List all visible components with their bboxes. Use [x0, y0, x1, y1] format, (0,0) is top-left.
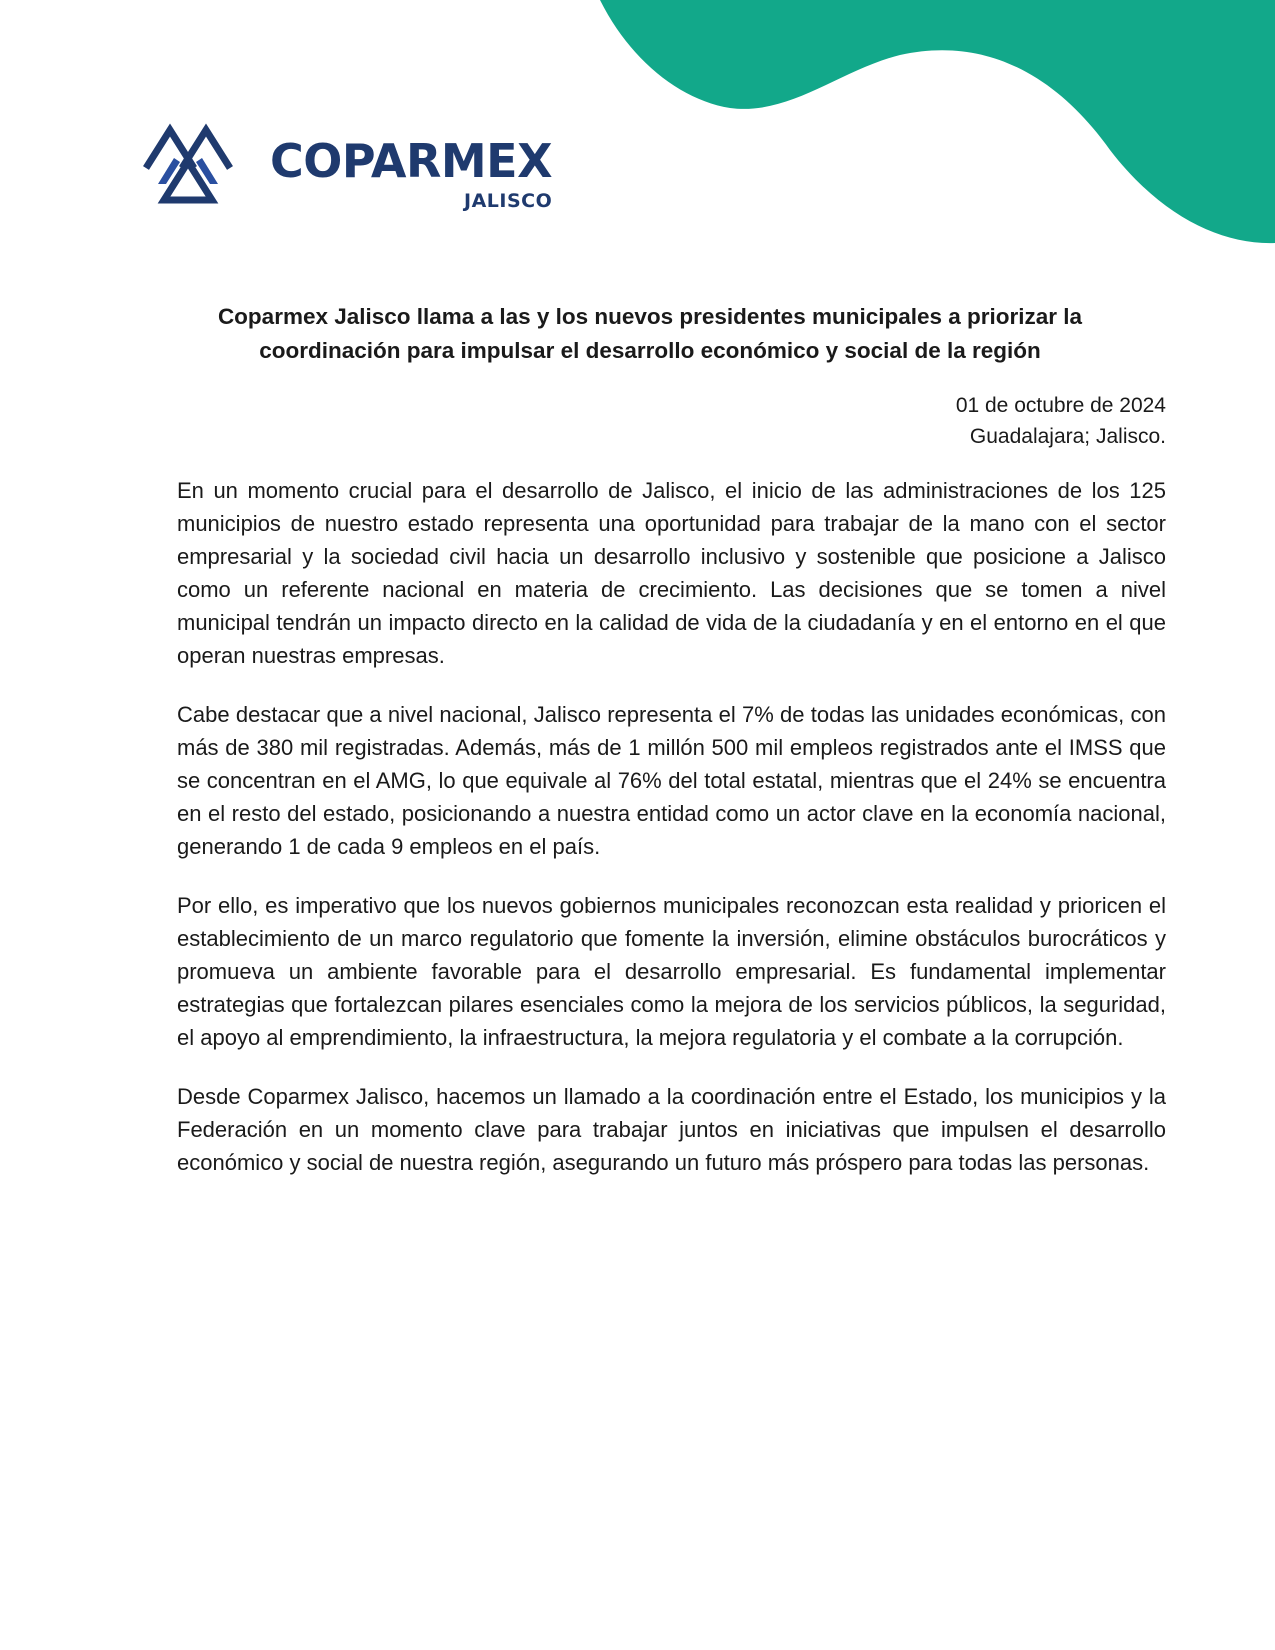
press-release-title: Coparmex Jalisco llama a las y los nuevos presidentes municipales a priorizar la coordinación para impulsar el desarrollo económico y social de la región — [217, 304, 1083, 363]
release-place: Guadalajara; Jalisco. — [969, 425, 1166, 448]
release-date: 01 de octubre de 2024 — [955, 394, 1166, 417]
coparmex-triangle-mark-icon — [138, 120, 238, 210]
press-release-body — [177, 474, 1166, 1205]
dateline — [956, 390, 1166, 452]
coparmex-logo — [138, 120, 578, 220]
body-paragraph: Desde Coparmex Jalisco, hacemos un llamado a la coordinación entre el Estado, los municipios y la Federación en un momento clave para trabajar juntos en iniciativas que impulsen el desarrollo económico y social de nuestra región, asegurando un futuro más próspero para todas las personas. — [177, 1084, 1166, 1175]
body-paragraph: En un momento crucial para el desarrollo de Jalisco, el inicio de las administraciones de los 125 municipios de nuestro estado representa una oportunidad para trabajar de la mano con el sector empresarial y la sociedad civil hacia un desarrollo inclusivo y sostenible que posicione a Jalisco como un referente nacional en materia de crecimiento. Las decisiones que se tomen a nivel municipal tendrán un impacto directo en la calidad de vida de la ciudadanía y en el entorno en el que operan nuestras empresas. — [177, 478, 1166, 668]
body-paragraph: Cabe destacar que a nivel nacional, Jalisco representa el 7% de todas las unidades económicas, con más de 380 mil registradas. Además, más de 1 millón 500 mil empleos registrados ante el IMSS que se concentran en el AMG, lo que equivale al 76% del total estatal, mientras que el 24% se encuentra en el resto del estado, posicionando a nuestra entidad como un actor clave en la economía nacional, generando 1 de cada 9 empleos en el país. — [177, 702, 1166, 859]
logo-wordmark: COPARMEX — [270, 134, 553, 188]
body-paragraph: Por ello, es imperativo que los nuevos gobiernos municipales reconozcan esta realidad y prioricen el establecimiento de un marco regulatorio que fomente la inversión, elimine obstáculos burocráticos y promueva un ambiente favorable para el desarrollo empresarial. Es fundamental implementar estrategias que fortalezcan pilares esenciales como la mejora de los servicios públicos, la seguridad, el apoyo al emprendimiento, la infraestructura, la mejora regulatoria y el combate a la corrupción. — [177, 893, 1166, 1050]
logo-region-label: JALISCO — [464, 190, 553, 212]
